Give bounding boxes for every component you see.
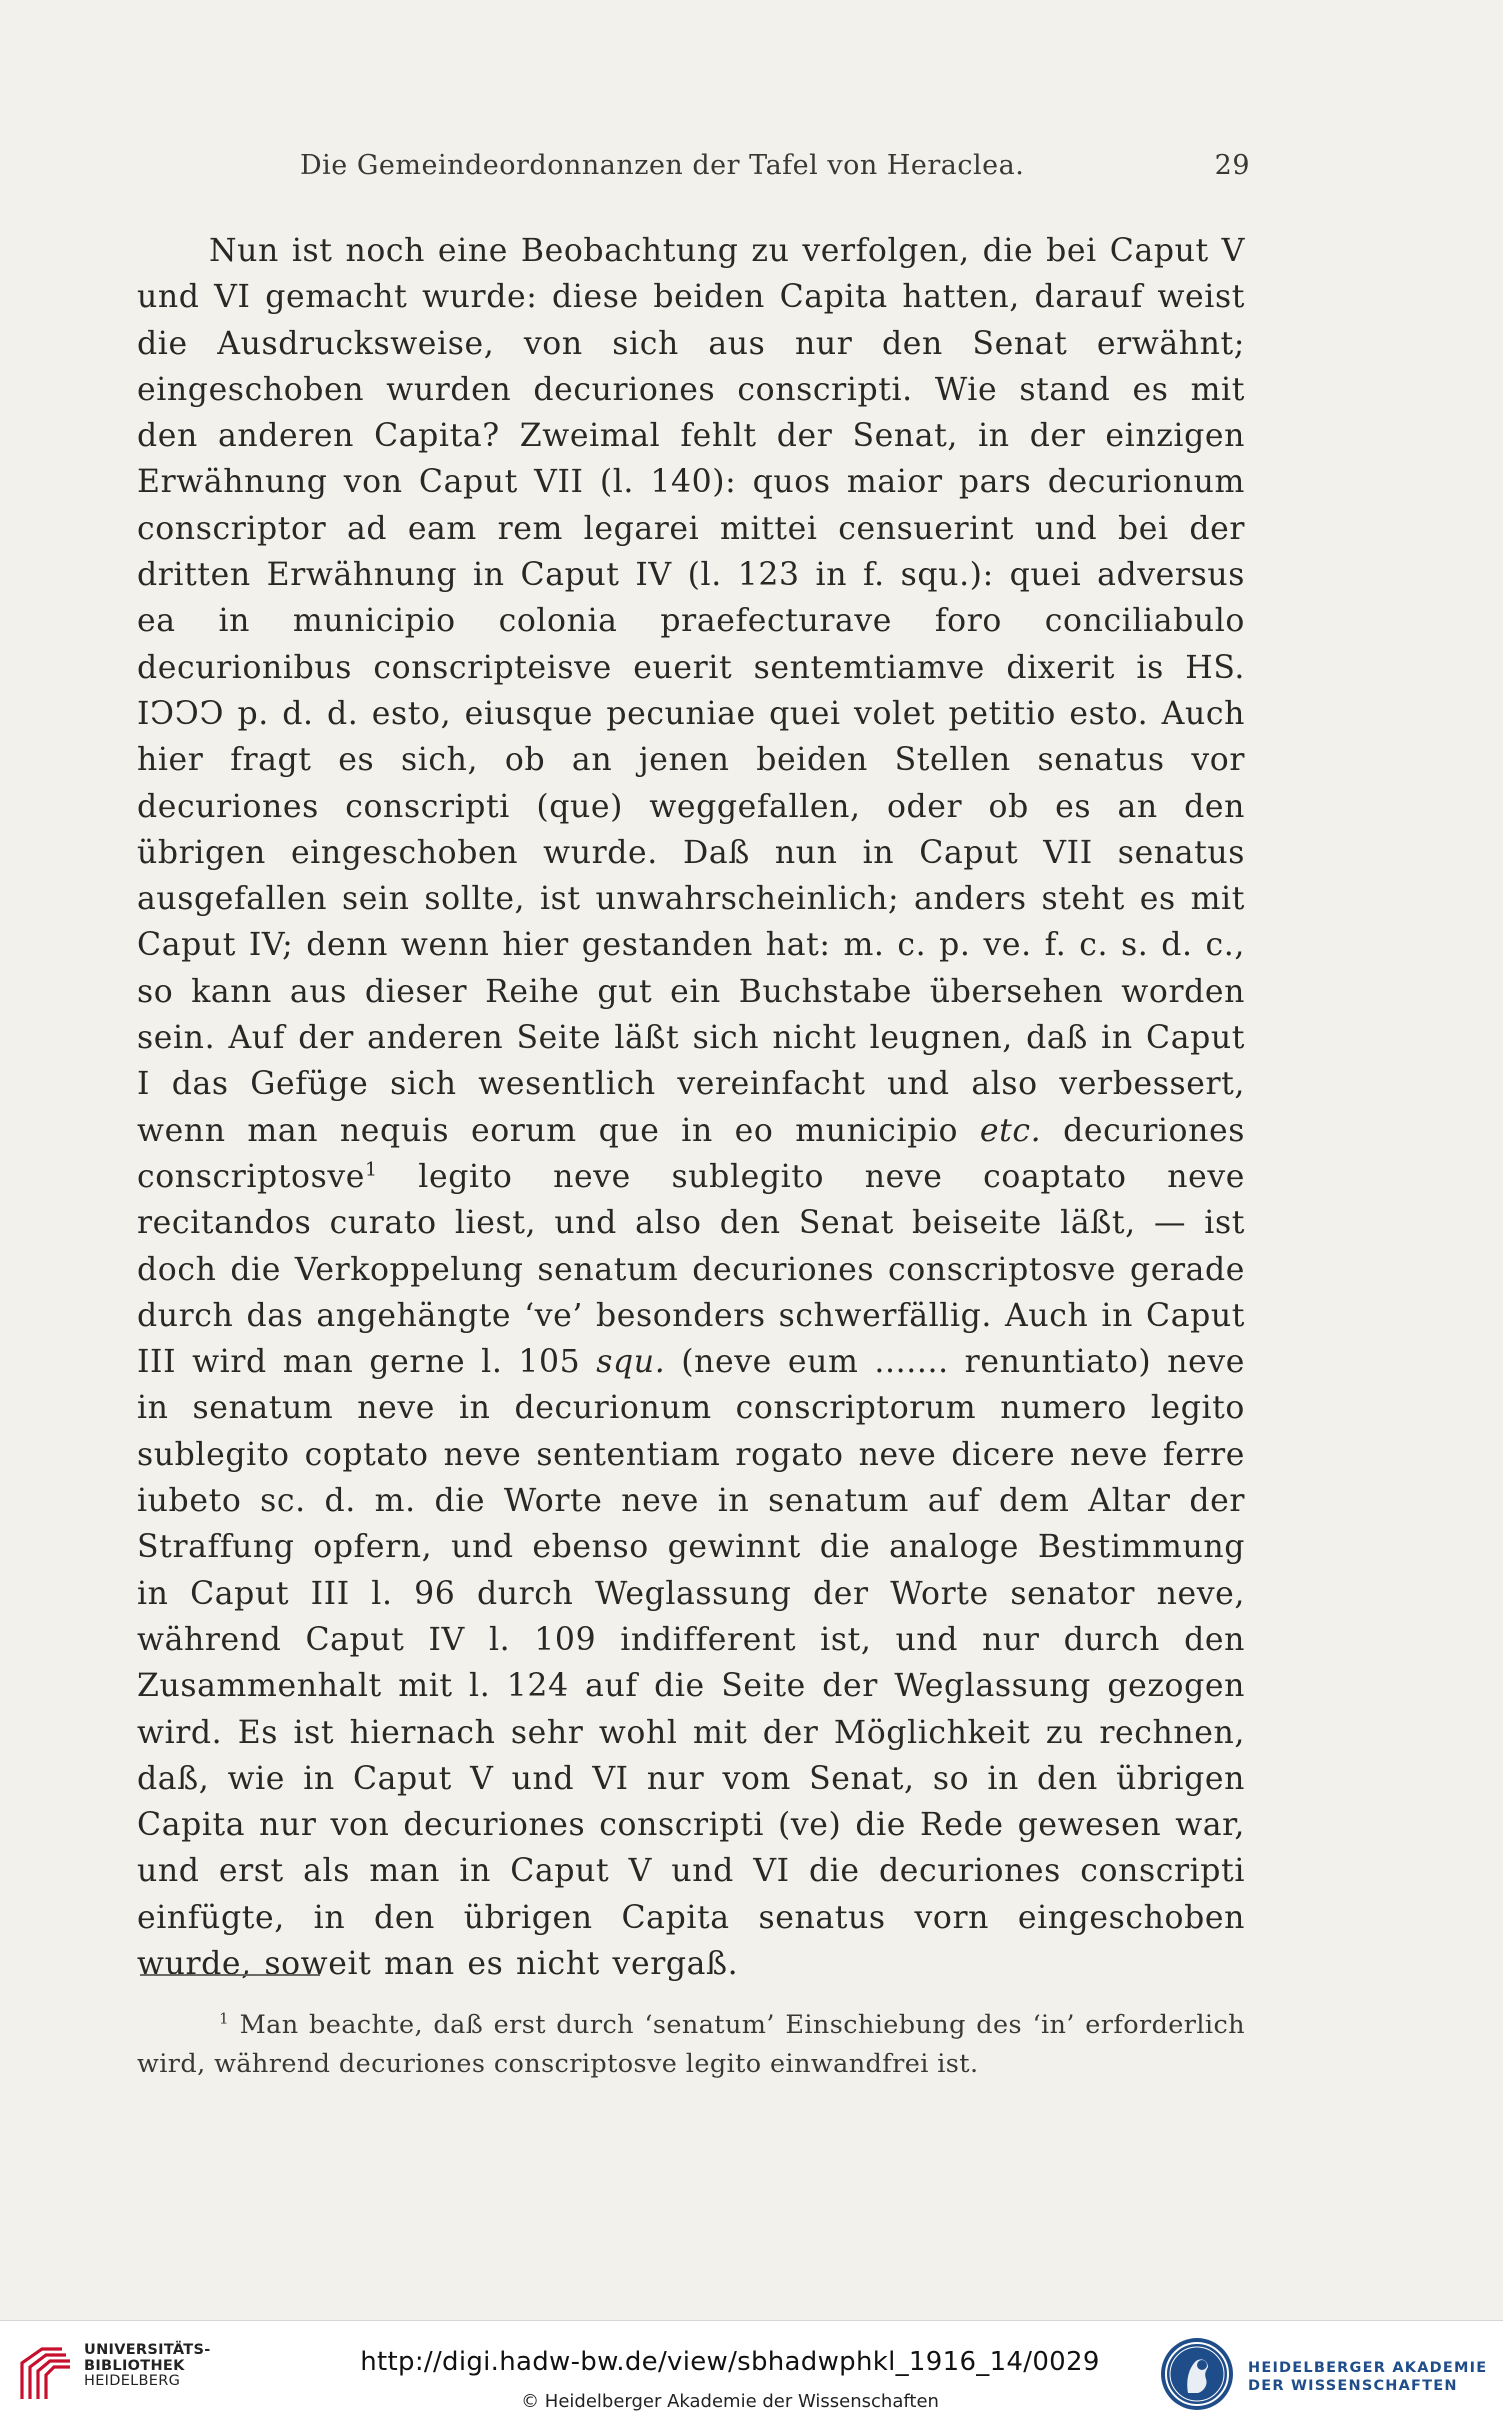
library-line-2: BIBLIOTHEK xyxy=(84,2357,185,2374)
academy-line-1: HEIDELBERGER AKADEMIE xyxy=(1248,2360,1488,2376)
copyright-notice: © Heidelberger Akademie der Wissenschaften xyxy=(521,2391,939,2412)
footnote-text: Man beachte, daß erst durch ‘senatum’ Einschiebung des ‘in’ erforderlich wird, während decuriones conscriptosve legito einwandfrei ist. xyxy=(137,2010,1245,2079)
etc-italic: etc. xyxy=(979,1112,1042,1149)
library-line-3: HEIDELBERG xyxy=(84,2373,181,2389)
academy-line-2: DER WISSENSCHAFTEN xyxy=(1248,2378,1458,2394)
footnote-reference[interactable]: 1 xyxy=(365,1158,378,1181)
footnote-number: 1 xyxy=(219,2009,230,2028)
paragraph-segment-1: Nun ist noch eine Beobachtung zu verfolgen, die bei Caput V und VI gemacht wurde: diese beiden Capita hatten, darauf weist die Ausdrucksweise, von sich aus nur den Senat erwähnt; eingeschoben wurden decuriones conscripti. Wie stand es mit den anderen Capita? Zweimal fehlt der Senat, in der einzigen Erwähnung von Caput VII (l. 140): quos maior pars decurionum conscriptor ad eam rem legarei mittei censuerint und bei der dritten Erwähnung in Caput IV (l. 123 in f. squ.): quei adversus ea in municipio colonia praefecturave foro conciliabulo decurionibus conscripteisve euerit sentemtiamve dixerit is HS. IↃↃↃ p. d. d. esto, eiusque pecuniae quei volet petitio esto. Auch hier fragt es sich, ob an jenen beiden Stellen senatus vor decuriones conscripti (que) weggefallen, oder ob es an den übrigen eingeschoben wurde. Daß nun in Caput VII senatus ausgefallen sein sollte, ist unwahrscheinlich; anders steht es mit Caput IV; denn wenn hier gestanden hat: m. c. p. ve. f. c. s. d. c., so kann aus dieser Reihe gut ein Buchstabe übersehen worden sein. Auf der anderen Seite läßt sich nicht leugnen, daß in Caput I das Gefüge sich wesentlich vereinfacht und also verbessert, wenn man nequis eorum que in eo municipio xyxy=(137,233,1245,1149)
paragraph-segment-3: legito neve sublegito neve coaptato neve recitandos curato liest, und also den Senat beiseite läßt, — ist doch die Verkoppelung senatum decuriones conscriptosve gerade durch das angehängte ‘ve’ besonders schwerfällig. Auch in Caput III wird man gerne l. 105 xyxy=(137,1158,1245,1381)
permalink-url[interactable]: http://digi.hadw-bw.de/view/sbhadwphkl_1916_14/0029 xyxy=(360,2347,1100,2377)
squ-italic: squ. xyxy=(596,1344,666,1381)
footnote xyxy=(137,2006,1245,2084)
running-head xyxy=(300,150,1250,181)
footnote-rule xyxy=(140,1974,320,1976)
library-name xyxy=(84,2343,211,2390)
running-title: Die Gemeindeordonnanzen der Tafel von Heraclea. xyxy=(300,150,1025,181)
academy-name xyxy=(1248,2359,1487,2395)
hadw-seal-logo-icon[interactable] xyxy=(1158,2335,1236,2413)
main-paragraph xyxy=(137,228,1245,1987)
page-number: 29 xyxy=(1214,150,1250,181)
footnote-paragraph xyxy=(137,2006,1245,2084)
footer-bar xyxy=(0,2320,1503,2425)
body-text xyxy=(137,228,1245,1987)
ub-heidelberg-logo-icon[interactable] xyxy=(16,2343,74,2405)
paragraph-segment-2: decuriones conscriptosve xyxy=(137,1112,1245,1195)
paragraph-segment-4: (neve eum ....... renuntiato) neve in senatum neve in decurionum conscriptorum numero legito sublegito coptato neve sententiam rogato neve dicere neve ferre iubeto sc. d. m. die Worte neve in senatum auf dem Altar der Straffung opfern, und ebenso gewinnt die analoge Bestimmung in Caput III l. 96 durch Weglassung der Worte senator neve, während Caput IV l. 109 indifferent ist, und nur durch den Zusammenhalt mit l. 124 auf die Seite der Weglassung gezogen wird. Es ist hiernach sehr wohl mit der Möglichkeit zu rechnen, daß, wie in Caput V und VI nur vom Senat, so in den übrigen Capita nur von decuriones conscripti (ve) die Rede gewesen war, und erst als man in Caput V und VI die decuriones conscripti einfügte, in den übrigen Capita senatus vorn eingeschoben wurde, soweit man es nicht vergaß. xyxy=(137,1344,1245,1982)
library-line-1: UNIVERSITÄTS- xyxy=(84,2342,211,2358)
